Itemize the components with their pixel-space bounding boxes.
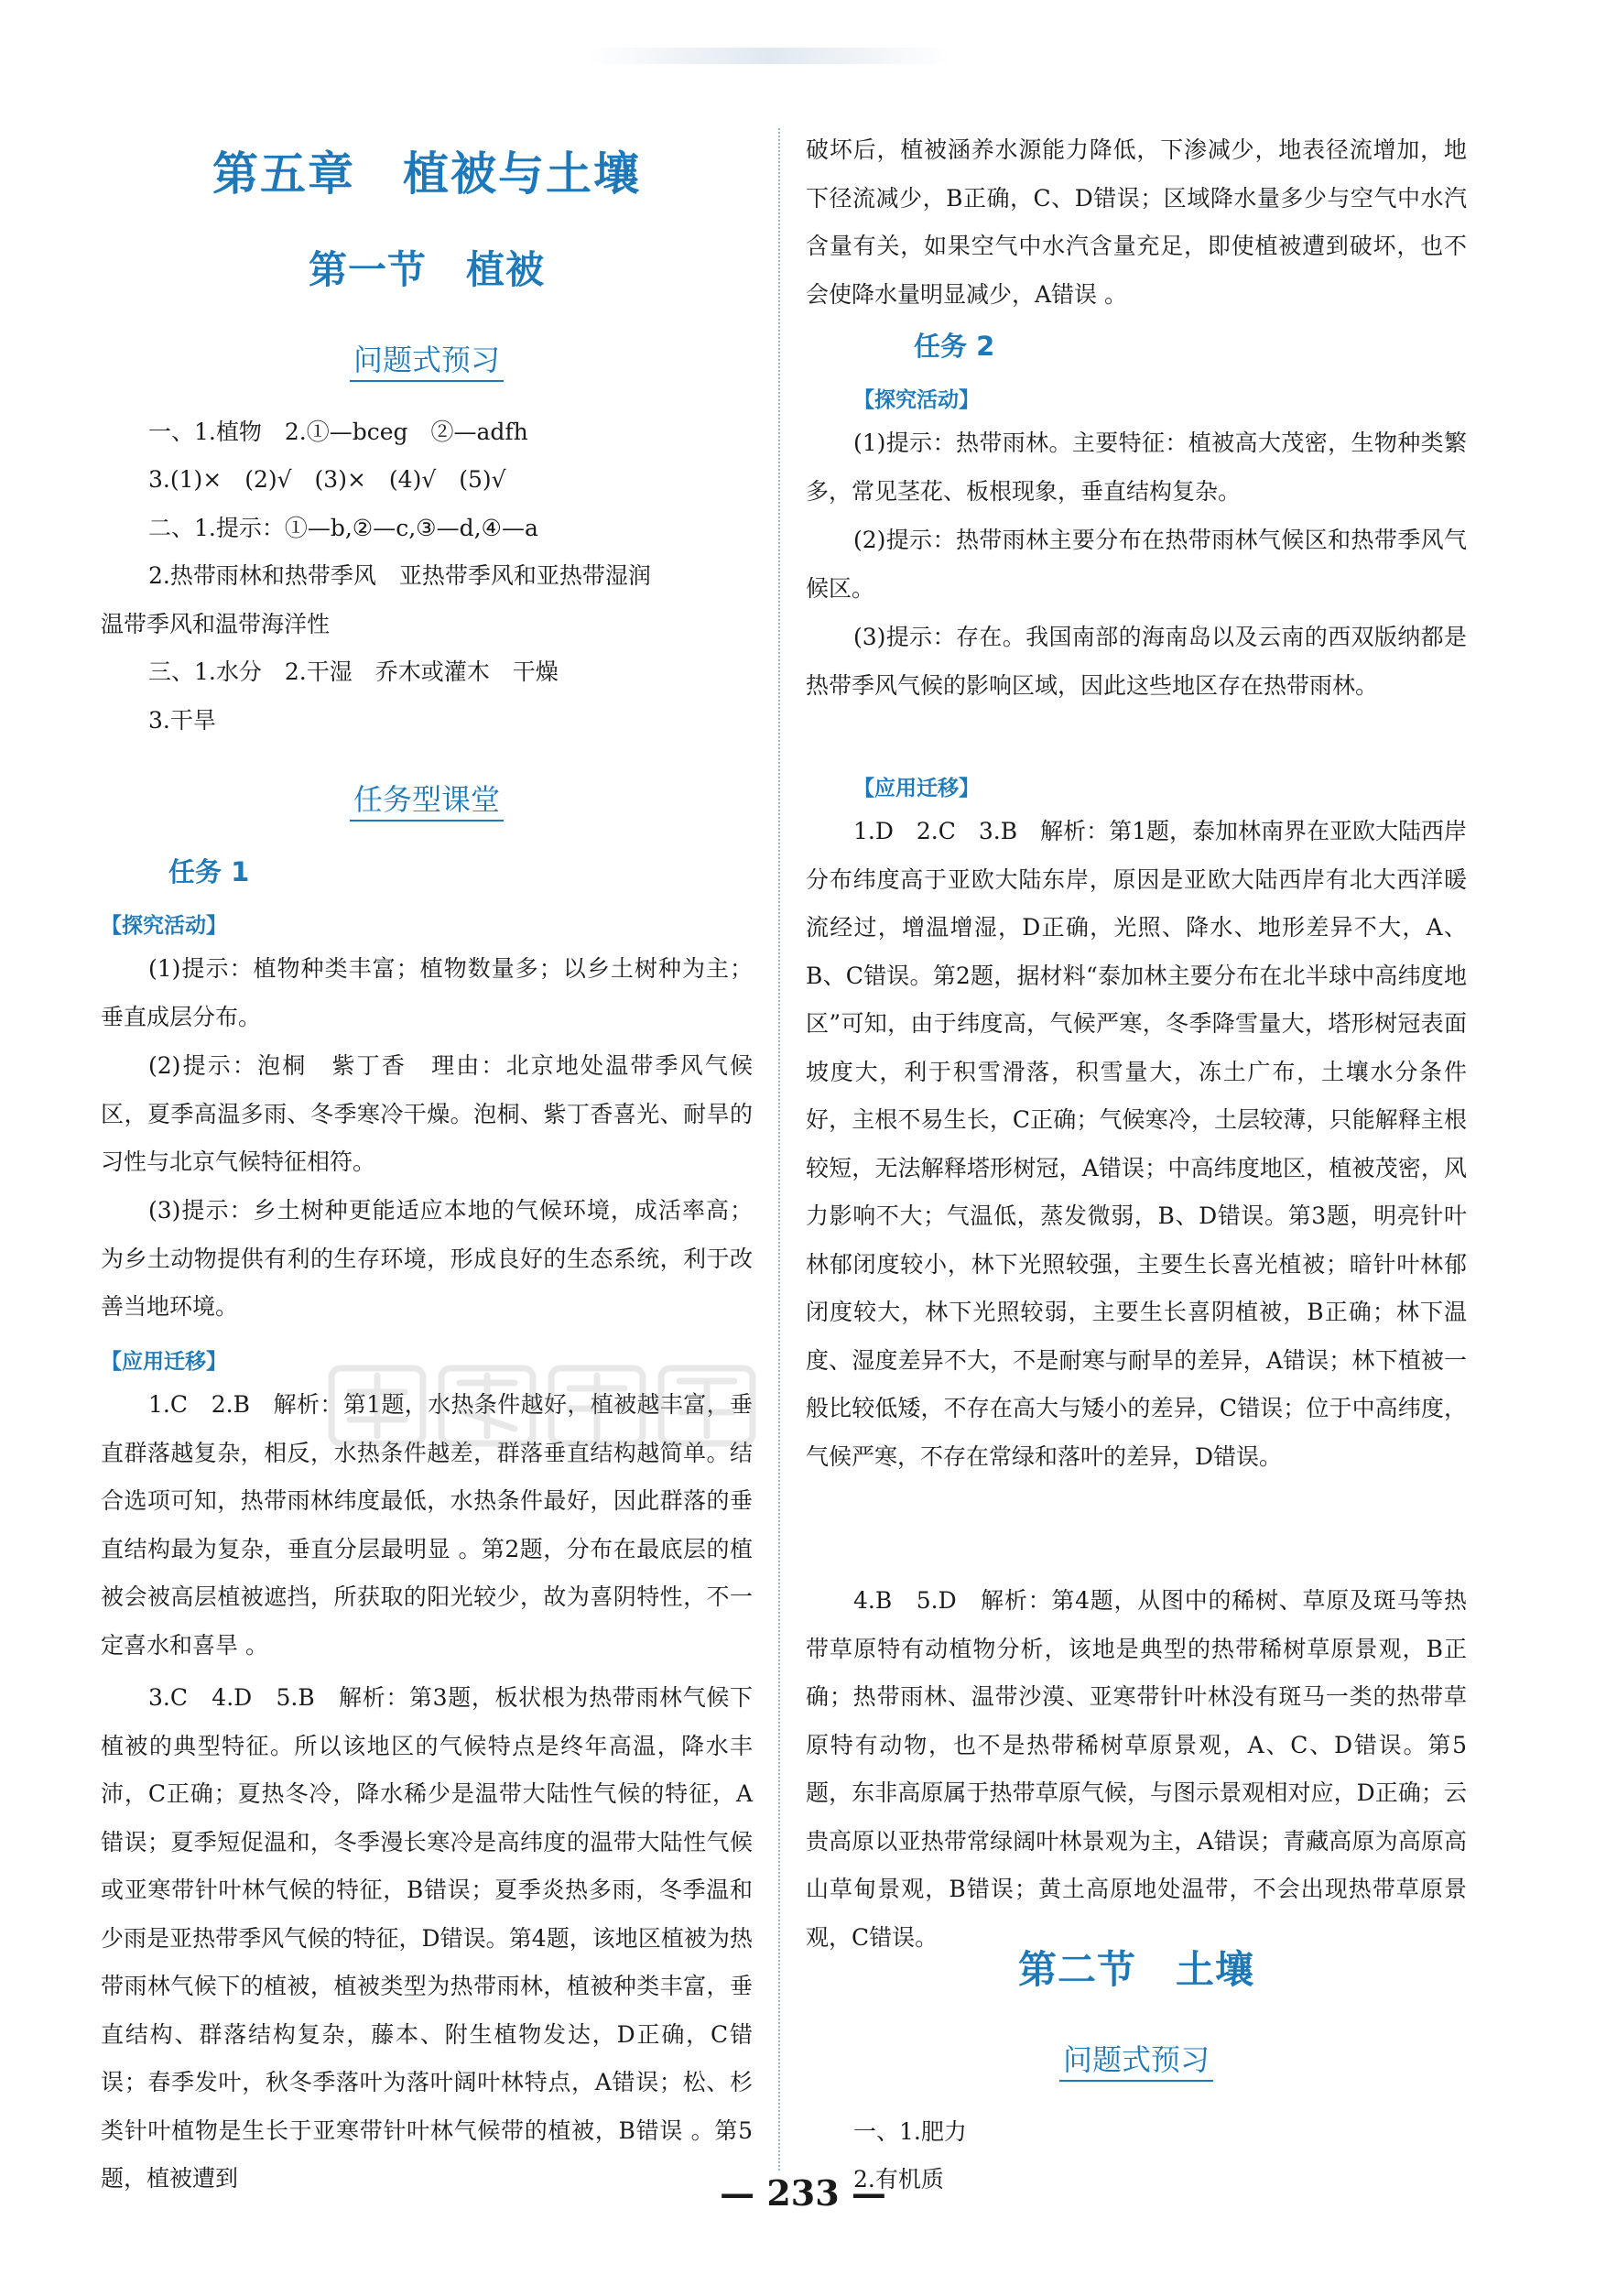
header-band xyxy=(586,48,952,64)
chapter-title: 第五章 植被与土壤 xyxy=(212,147,641,201)
bracket-heading-explore: 【探究活动】 xyxy=(101,914,227,938)
task-heading-2: 任务 2 xyxy=(914,331,995,362)
explore-paragraph: (2)提示：热带雨林主要分布在热带雨林气候区和热带季风气候区。 xyxy=(806,527,1467,602)
explore-paragraph: (3)提示：存在。我国南部的海南岛以及云南的西双版纳都是热带季风气候的影响区域，因此这些地区存在热带雨林。 xyxy=(806,624,1467,699)
apply-paragraph: 1.D 2.C 3.B 解析：第1题，泰加林南界在亚欧大陆西岸分布纬度高于亚欧大陆东岸，原因是亚欧大陆西岸有北大西洋暖流经过，增温增湿，D正确，光照、降水、地形差异不大，A、B、C错误。第2题，据材料“泰加林主要分布在北半球中高纬度地区”可知，由于纬度高，气候严寒，冬季降雪量大，塔形树冠表面坡度大，利于积雪滑落，积雪量大，冻土广布，土壤水分条件好，主根不易生长，C正确；气候寒冷，土层较薄，只能解释主根较短，无法解释塔形树冠，A错误；中高纬度地区，植被茂密，风力影响不大；气温低，蒸发微弱，B、D错误。第3题，明亮针叶林郁闭度较小，林下光照较强，主要生长喜光植被；暗针叶林郁闭度较大，林下光照较弱，主要生长喜阴植被，B正确；林下温度、湿度差异不大，不是耐寒与耐旱的差异，A错误；林下植被一般比较低矮，不存在高大与矮小的差异，C错误；位于中高纬度，气候严寒，不存在常绿和落叶的差异，D错误。 xyxy=(806,818,1468,1470)
continued-paragraph: 破坏后，植被涵养水源能力降低，下渗减少，地表径流增加，地下径流减少，B正确，C、D错误；区域降水量多少与空气中水汽含量有关，如果空气中水汽含量充足，即使植被遭到破坏，也不会使降水量明显减少，A错误 。 xyxy=(806,136,1467,308)
page-number: — 233 — xyxy=(720,2172,886,2214)
preview-line: 2.热带雨林和热带季风 亚热带季风和亚热带湿润 xyxy=(148,562,651,589)
task-heading-1: 任务 1 xyxy=(168,856,250,887)
preview-line: 2.有机质 xyxy=(853,2166,944,2193)
bracket-heading-apply: 【应用迁移】 xyxy=(101,1350,227,1374)
preview-line: 三、1.水分 2.干湿 乔木或灌木 干燥 xyxy=(148,658,559,685)
preview-line: 二、1.提示：①—b,②—c,③—d,④—a xyxy=(148,515,538,541)
bracket-heading-explore: 【探究活动】 xyxy=(853,388,980,412)
preview-line: 3.干旱 xyxy=(148,707,216,734)
apply-paragraph: 4.B 5.D 解析：第4题，从图中的稀树、草原及斑马等热带草原特有动植物分析，该地是典型的热带稀树草原景观，B正确；热带雨林、温带沙漠、亚寒带针叶林没有斑马一类的热带草原特有动物，也不是热带稀树草原景观，A、C、D错误。第5题，东非高原属于热带草原气候，与图示景观相对应，D正确；云贵高原以亚热带常绿阔叶林景观为主，A错误；青藏高原为高原高山草甸景观，B错误；黄土高原地处温带，不会出现热带草原景观，C错误。 xyxy=(806,1587,1467,1951)
subheading-preview-soil: 问题式预习 xyxy=(806,2037,1467,2079)
preview-line: 一、1.肥力 xyxy=(853,2118,967,2145)
bracket-heading-apply: 【应用迁移】 xyxy=(853,777,980,800)
apply-paragraph: 1.C 2.B 解析：第1题，水热条件越好，植被越丰富，垂直群落越复杂，相反，水热条件越差，群落垂直结构越简单。结合选项可知，热带雨林纬度最低，水热条件最好，因此群落的垂直结构最为复杂，垂直分层最明显 。第2题，分布在最底层的植被会被高层植被遮挡，所获取的阳光较少，故为喜阴特性，不一定喜水和喜旱 。 xyxy=(101,1391,753,1659)
preview-line: 一、1.植物 2.①—bceg ②—adfh xyxy=(148,419,528,445)
explore-paragraph: (3)提示：乡土树种更能适应本地的气候环境，成活率高；为乡土动物提供有利的生存环境，形成良好的生态系统，利于改善当地环境。 xyxy=(101,1197,753,1320)
preview-line: 温带季风和温带海洋性 xyxy=(101,611,331,637)
subheading-preview: 问题式预习 xyxy=(101,337,753,379)
subheading-task-class: 任务型课堂 xyxy=(101,777,753,819)
section-title-vegetation: 第一节 植被 xyxy=(308,247,545,292)
preview-line: 3.(1)× (2)√ (3)× (4)√ (5)√ xyxy=(148,466,506,493)
explore-paragraph: (1)提示：植物种类丰富；植物数量多；以乡土树种为主；垂直成层分布。 xyxy=(101,955,753,1030)
column-divider xyxy=(778,128,780,2171)
explore-paragraph: (1)提示：热带雨林。主要特征：植被高大茂密，生物种类繁多，常见茎花、板根现象，垂直结构复杂。 xyxy=(806,430,1467,505)
explore-paragraph: (2)提示：泡桐 紫丁香 理由：北京地处温带季风气候区，夏季高温多雨、冬季寒冷干燥。泡桐、紫丁香喜光、耐旱的习性与北京气候特征相符。 xyxy=(101,1052,753,1175)
apply-paragraph: 3.C 4.D 5.B 解析：第3题，板状根为热带雨林气候下植被的典型特征。所以该地区的气候特点是终年高温，降水丰沛，C正确；夏热冬冷，降水稀少是温带大陆性气候的特征，A错误；夏季短促温和，冬季漫长寒冷是高纬度的温带大陆性气候或亚寒带针叶林气候的特征，B错误；夏季炎热多雨，冬季温和少雨是亚热带季风气候的特征，D错误。第4题，该地区植被为热带雨林气候下的植被，植被类型为热带雨林，植被种类丰富，垂直结构、群落结构复杂，藤本、附生植物发达，D正确，C错误；春季发叶，秋冬季落叶为落叶阔叶林特点，A错误；松、杉类针叶植物是生长于亚寒带针叶林气候带的植被，B错误 。第5题，植被遭到 xyxy=(101,1684,753,2192)
section-title-soil: 第二节 土壤 xyxy=(1017,1947,1254,1992)
